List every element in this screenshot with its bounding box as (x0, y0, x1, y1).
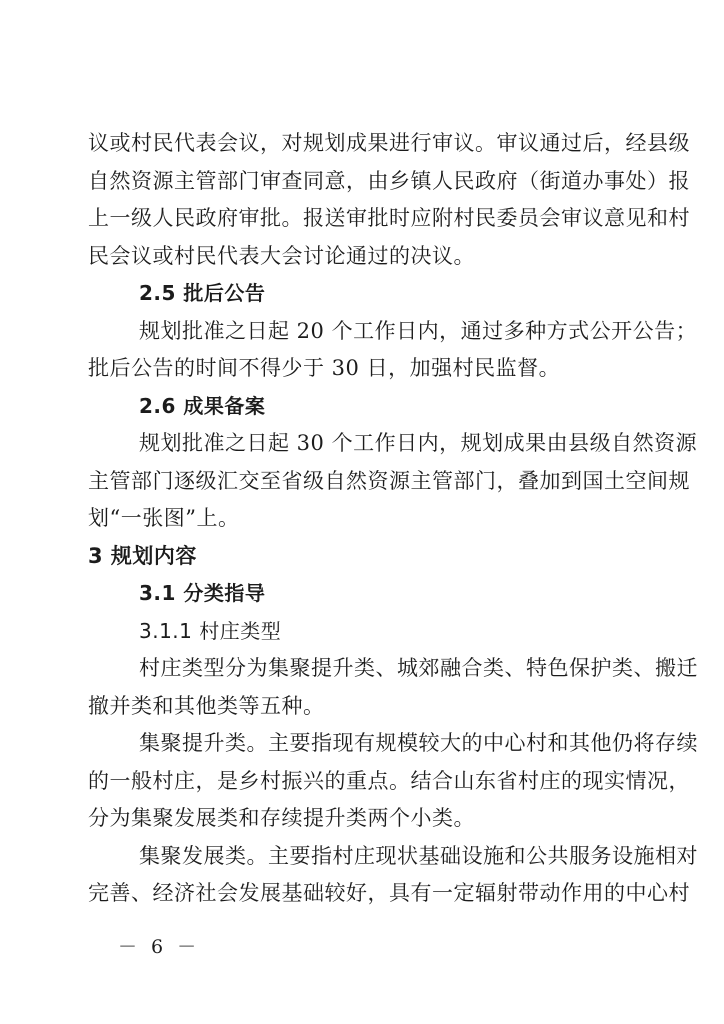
section-heading-2-6: 2.6 成果备案 (139, 394, 266, 418)
body-line-1: 议或村民代表会议，对规划成果进行审议。审议通过后，经县级 (88, 131, 690, 155)
section-3-1-1-line-1: 村庄类型分为集聚提升类、城郊融合类、特色保护类、搬迁 (139, 656, 698, 680)
para-jiju-tisheng-line-1: 集聚提升类。主要指现有规模较大的中心村和其他仍将存续 (139, 731, 698, 755)
section-heading-2-5: 2.5 批后公告 (139, 281, 266, 305)
body-line-4: 民会议或村民代表大会讨论通过的决议。 (88, 244, 475, 268)
section-2-6-line-1: 规划批准之日起 30 个工作日内，规划成果由县级自然资源 (139, 431, 698, 455)
section-2-5-line-2: 批后公告的时间不得少于 30 日，加强村民监督。 (88, 356, 561, 380)
section-heading-3: 3 规划内容 (88, 544, 197, 568)
section-2-6-line-3: 划“一张图”上。 (88, 506, 240, 530)
body-line-2: 自然资源主管部门审查同意，由乡镇人民政府（街道办事处）报 (88, 169, 690, 193)
para-jiju-fazhan-line-2: 完善、经济社会发展基础较好，具有一定辐射带动作用的中心村 (88, 881, 690, 905)
section-heading-3-1-1: 3.1.1 村庄类型 (139, 619, 282, 643)
section-3-1-1-line-2: 撤并类和其他类等五种。 (88, 694, 325, 718)
para-jiju-fazhan-line-1: 集聚发展类。主要指村庄现状基础设施和公共服务设施相对 (139, 844, 698, 868)
page-number: － 6 － (118, 936, 201, 958)
para-jiju-tisheng-line-3: 分为集聚发展类和存续提升类两个小类。 (88, 806, 475, 830)
section-2-6-line-2: 主管部门逐级汇交至省级自然资源主管部门，叠加到国土空间规 (88, 469, 690, 493)
para-jiju-tisheng-line-2: 的一般村庄，是乡村振兴的重点。结合山东省村庄的现实情况， (88, 769, 690, 793)
body-line-3: 上一级人民政府审批。报送审批时应附村民委员会审议意见和村 (88, 206, 690, 230)
section-2-5-line-1: 规划批准之日起 20 个工作日内，通过多种方式公开公告； (139, 319, 698, 343)
section-heading-3-1: 3.1 分类指导 (139, 581, 266, 605)
